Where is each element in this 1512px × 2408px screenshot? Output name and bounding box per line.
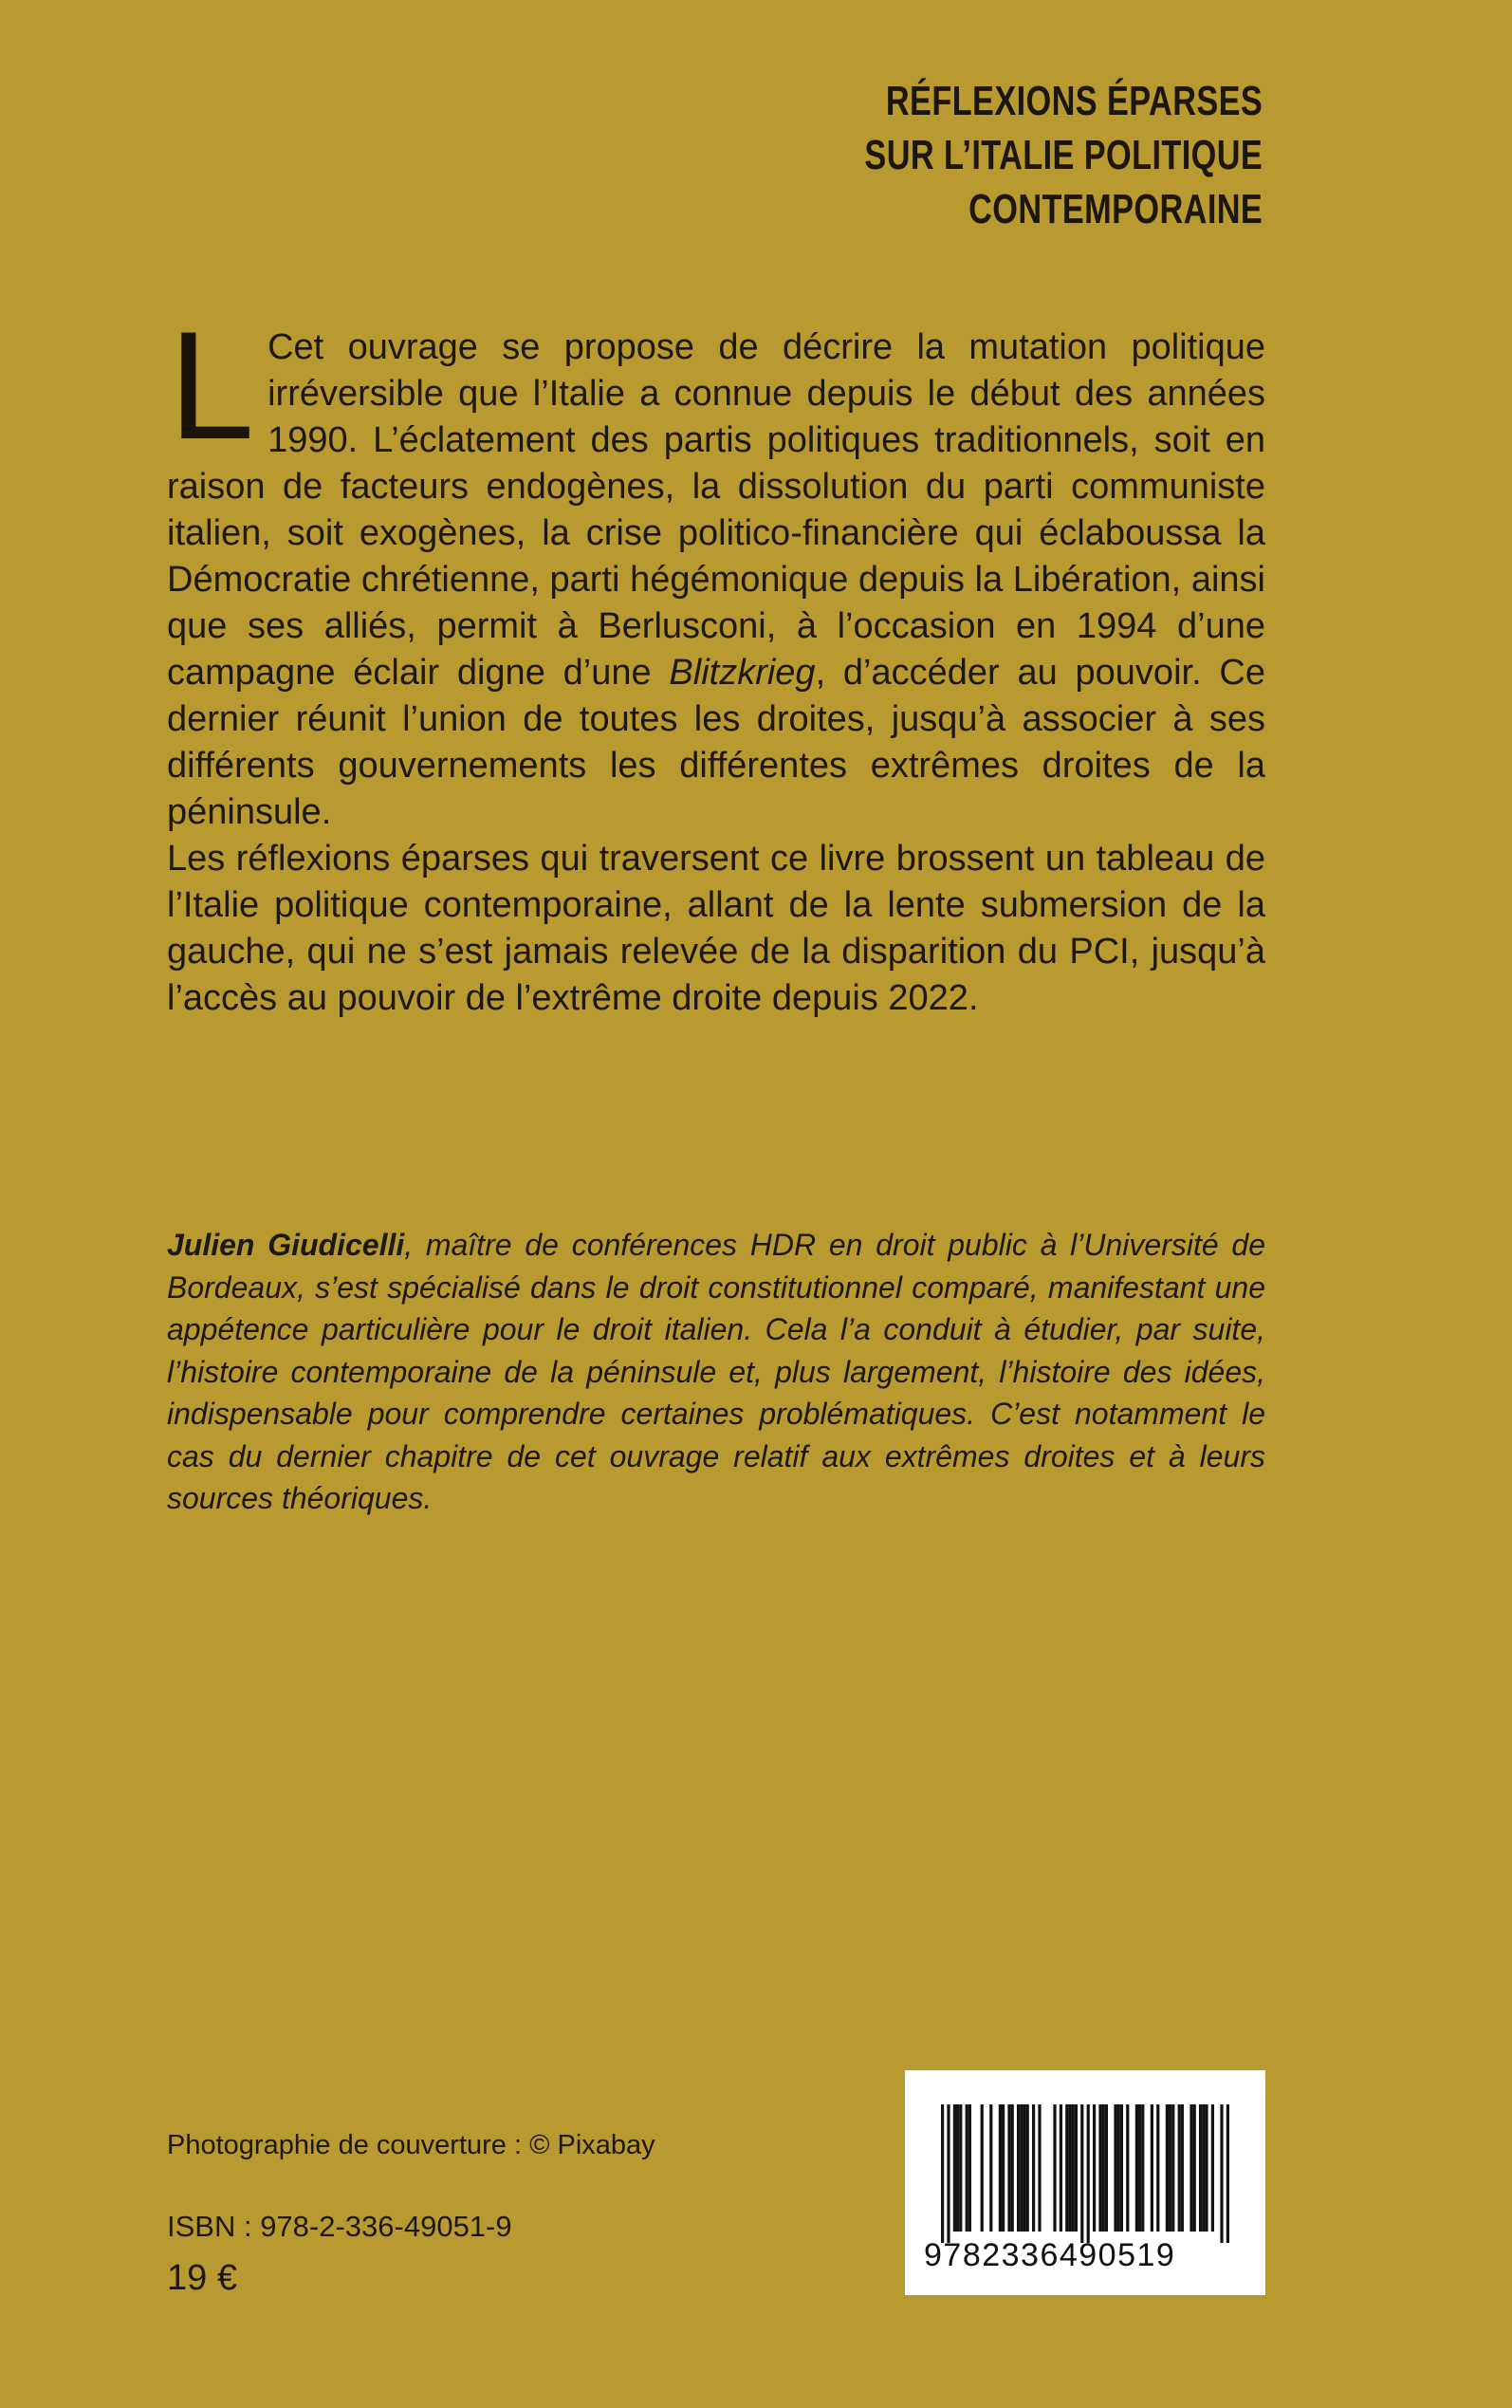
summary-text [167, 300, 1265, 1022]
barcode-bar [1065, 2104, 1068, 2232]
barcode-bar [1202, 2104, 1205, 2232]
title-line-1: RÉFLEXIONS ÉPARSES [885, 78, 1263, 124]
price-label: 19 € [167, 2258, 237, 2298]
barcode-bar [956, 2104, 959, 2232]
barcode-bar [1011, 2104, 1014, 2232]
isbn-label: ISBN : 978-2-336-49051-9 [167, 2210, 512, 2243]
barcode-bar [1220, 2104, 1223, 2243]
barcode-bar [947, 2104, 950, 2243]
barcode-bar [1038, 2104, 1041, 2232]
title-line-3: CONTEMPORAINE [968, 186, 1263, 232]
barcode-bar [1156, 2104, 1159, 2232]
barcode-bar [1126, 2104, 1129, 2232]
barcode-bar [1166, 2104, 1169, 2232]
drop-cap: L [169, 300, 255, 472]
barcode-bar [1193, 2104, 1196, 2232]
title-line-2: SUR L’ITALIE POLITIQUE [864, 132, 1263, 178]
author-bio-text: , maître de conférences HDR en droit public à l’Université de Bordeaux, s’est spécialisé dans le droit constitutionnel comparé, manifestant une appétence particulière pour le droit italien. Cela l’a conduit à étudier, par suite, l’histoire contemporaine de la péninsule et, plus largement, l’histoire des idées, indispensable pour comprendre certaines problématiques. C’est notamment le cas du dernier chapitre de cet ouvrage relatif aux extrêmes droites et à leurs sources théoriques. [167, 1228, 1266, 1515]
barcode-bar [1068, 2104, 1071, 2232]
barcode-bar [966, 2104, 968, 2232]
barcode-bar [1120, 2104, 1123, 2232]
barcode-bar [1141, 2104, 1144, 2232]
barcode-bar [1135, 2104, 1138, 2232]
barcode-bar [1020, 2104, 1023, 2232]
barcode-bar [953, 2104, 956, 2232]
barcode-number: 9782336490519 [924, 2237, 1176, 2273]
barcode-bar [941, 2104, 944, 2243]
barcode-bar [1072, 2104, 1075, 2232]
barcode-bar [968, 2104, 971, 2232]
barcode-bar [1032, 2104, 1035, 2232]
barcode-bar [1151, 2104, 1153, 2232]
barcode-bar [1138, 2104, 1141, 2232]
barcode-bar [1053, 2104, 1056, 2232]
barcode-bar [1026, 2104, 1029, 2232]
author-bio [167, 1224, 1265, 1520]
summary-paragraph-1 [167, 300, 1265, 836]
barcode-bar [1060, 2104, 1062, 2232]
photo-credit: Photographie de couverture : © Pixabay [167, 2130, 655, 2160]
barcode-bar [1105, 2104, 1108, 2232]
barcode-bar [989, 2104, 992, 2232]
barcode-bar [999, 2104, 1002, 2232]
summary-p1-italic: Blitzkrieg [669, 653, 816, 693]
book-title [864, 74, 1263, 236]
barcode-bar [981, 2104, 984, 2232]
summary-p1-start: Cet ouvrage se propose de décrire la mutation politique irréversible que l’Italie a connue depuis le début des années 1990. L’éclatement des partis politiques traditionnels, soit en raison de facteurs endogènes, la dissolution du parti communiste italien, soit exogènes, la crise politico-financière qui éclaboussa la Démocratie chrétienne, parti hégémonique depuis la Libération, ainsi que ses alliés, permit à Berlusconi, à l’occasion en 1994 d’une campagne éclair digne d’une [167, 327, 1265, 693]
barcode-bar [1007, 2104, 1010, 2232]
barcode-bar [1098, 2104, 1101, 2232]
summary-p1-end: , d’accéder au pouvoir. Ce dernier réunit l’union de toutes les droites, jusqu’à associer à ses différents gouvernements les différentes extrêmes droites de la péninsule. [167, 653, 1265, 832]
barcode-bar [1102, 2104, 1105, 2232]
barcode-bar [1087, 2104, 1090, 2243]
barcode-bar [959, 2104, 962, 2232]
barcode-bar [1114, 2104, 1116, 2232]
barcode-bar [1117, 2104, 1120, 2232]
barcode-bar [1199, 2104, 1202, 2232]
barcode-bar [1171, 2104, 1174, 2232]
summary-paragraph-2: Les réflexions éparses qui traversent ce livre brossent un tableau de l’Italie politique contemporaine, allant de la lente submersion de la gauche, qui ne s’est jamais relevée de la disparition du PCI, jusqu’à l’accès au pouvoir de l’extrême droite depuis 2022. [167, 839, 1265, 1018]
barcode-bar [1093, 2104, 1096, 2232]
barcode-bar [1169, 2104, 1171, 2232]
barcode-bar [1189, 2104, 1192, 2232]
barcode-bar [1178, 2104, 1181, 2232]
author-name: Julien Giudicelli [167, 1228, 405, 1262]
barcode-bar [1226, 2104, 1229, 2243]
barcode-bar [1211, 2104, 1214, 2232]
barcode-bar [1075, 2104, 1078, 2232]
barcode-bar [1023, 2104, 1025, 2232]
barcode-bar [1017, 2104, 1020, 2232]
barcode-bar [1181, 2104, 1184, 2232]
barcode-bar [1080, 2104, 1083, 2243]
barcode-bar [1002, 2104, 1005, 2232]
barcode [905, 2070, 1265, 2295]
barcode-bar [1205, 2104, 1208, 2232]
